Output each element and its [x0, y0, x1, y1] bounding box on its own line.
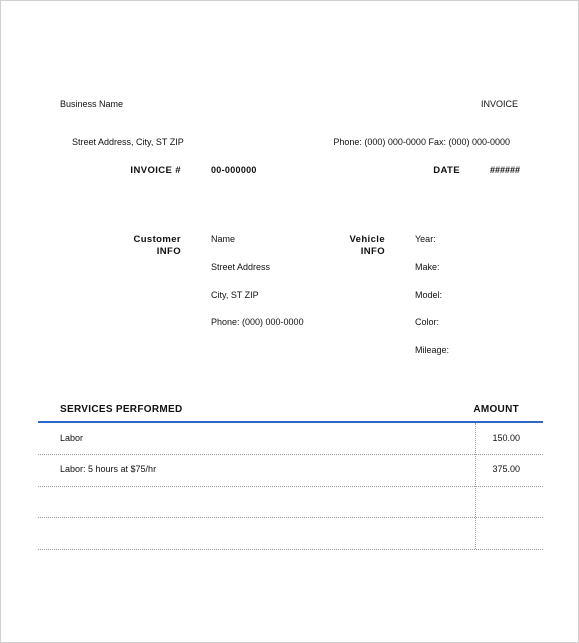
vehicle-year-field: Year: [415, 234, 436, 244]
customer-city: City, ST ZIP [211, 290, 259, 300]
vehicle-info-label-line1: Vehicle [349, 234, 385, 245]
customer-name: Name [211, 234, 236, 244]
vehicle-mileage-field: Mileage: [415, 345, 450, 355]
table-row-separator [38, 549, 543, 550]
table-row-amount: 150.00 [492, 433, 520, 443]
amount-column-header: AMOUNT [473, 404, 519, 415]
customer-info-label-line2: INFO [156, 246, 181, 257]
customer-info-label-line1: Customer [133, 234, 181, 245]
customer-phone: Phone: (000) 000-0000 [211, 317, 304, 327]
business-phone-fax: Phone: (000) 000-0000 Fax: (000) 000-0000 [333, 137, 510, 147]
vehicle-model-field: Model: [415, 290, 443, 300]
business-address: Street Address, City, ST ZIP [72, 137, 184, 147]
customer-street: Street Address [211, 262, 271, 272]
vehicle-color-field: Color: [415, 317, 440, 327]
table-row-service: Labor: 5 hours at $75/hr [60, 464, 157, 474]
vehicle-info-label-line2: INFO [360, 246, 385, 257]
document-title: INVOICE [480, 99, 518, 109]
table-row-separator [38, 454, 543, 455]
table-row-separator [38, 517, 543, 518]
invoice-number-value: 00-000000 [211, 165, 257, 175]
table-header-rule [38, 421, 543, 423]
table-row-amount: 375.00 [492, 464, 520, 474]
date-value: ###### [489, 165, 520, 175]
invoice-number-label: INVOICE # [130, 165, 181, 176]
table-row-separator [38, 486, 543, 487]
table-row-service: Labor [60, 433, 84, 443]
date-label: DATE [433, 165, 460, 176]
services-column-header: SERVICES PERFORMED [60, 404, 183, 415]
vehicle-make-field: Make: [415, 262, 440, 272]
business-name: Business Name [60, 99, 124, 109]
